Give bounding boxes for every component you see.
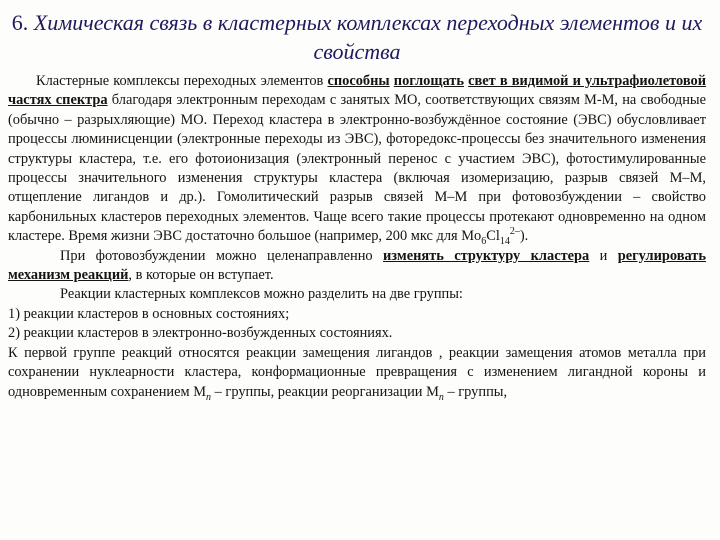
- p1-emphasis-1: способны: [327, 73, 390, 89]
- p1-text-6: ).: [519, 228, 529, 245]
- p1-sub-2: 14: [499, 236, 510, 248]
- p1-emphasis-3: свет в видимой и ультрафиолетовой частях спектра: [8, 73, 707, 109]
- paragraph-first-group: [8, 344, 706, 402]
- p2-emphasis-2: регулировать механизм реакций: [8, 247, 706, 284]
- slide-title-number: 6.: [11, 10, 29, 35]
- paragraph-absorption: [8, 72, 706, 247]
- p4-text-3: – группы,: [443, 383, 508, 400]
- paragraph-photoexcitation: [8, 247, 706, 286]
- p4-text-1: К первой группе реакций относятся реакции замещения лигандов , реакции замещения атомов металла при сохранении нуклеарности кластера, конформационные превращения с изменением лигандной короны и одновременным сохранением М: [8, 344, 706, 400]
- slide-title-text: Химическая связь в кластерных комплексах переходных элементов и их свойства: [33, 10, 703, 64]
- p1-emphasis-2: поглощать: [393, 73, 464, 89]
- slide-title: [8, 8, 706, 66]
- p2-emphasis-1: изменять структуру кластера: [383, 247, 590, 264]
- p4-text-2: – группы, реакции реорганизации М: [211, 383, 439, 400]
- list-item-1: 1) реакции кластеров в основных состояниях;: [8, 305, 290, 322]
- p1-text-5: Cl: [486, 228, 500, 245]
- slide-body: [8, 72, 706, 402]
- p2-text-1: При фотовозбуждении можно целенаправленно: [60, 247, 384, 264]
- p4-sub-1: n: [206, 391, 212, 403]
- p1-text-1: Кластерные комплексы переходных элементов: [36, 73, 328, 89]
- list-item-2: 2) реакции кластеров в электронно-возбужденных состояниях.: [8, 325, 393, 342]
- paragraph-reaction-groups: Реакции кластерных комплексов можно разделить на две группы:: [60, 286, 463, 303]
- p2-text-3: , в которые он вступает.: [128, 267, 274, 284]
- p1-sup-1: 2–: [509, 226, 520, 238]
- p1-sub-1: 6: [481, 236, 487, 248]
- p4-sub-2: n: [438, 391, 444, 403]
- p1-text-4: благодаря электронным переходам с занятых МО, соответствующих связям М-М, на свободные (обычно – разрыхляющие) МО. Переход кластера в электронно-возбуждённое состояние (ЭВС) обусловливает процессы люминисценции (электронные переходы из ЭВС), фоторедокс-процессы без значительного изменения структуры кластера, т.е. его фотоионизация (электронный перенос с участием ЭВС), фотостимулированные процессы значительного изменения структуры кластера (включая изомеризацию, разрыв связей М–М, отщепление лигандов и др.). Гомолитический разрыв связей М–М при фотовозбуждении – свойство карбонильных кластеров переходных элементов. Чаще всего такие процессы протекают одновременно на одном кластере. Время жизни ЭВС достаточно большое (например, 200 мкс для Mo: [8, 92, 706, 245]
- p2-text-2: и: [589, 247, 618, 264]
